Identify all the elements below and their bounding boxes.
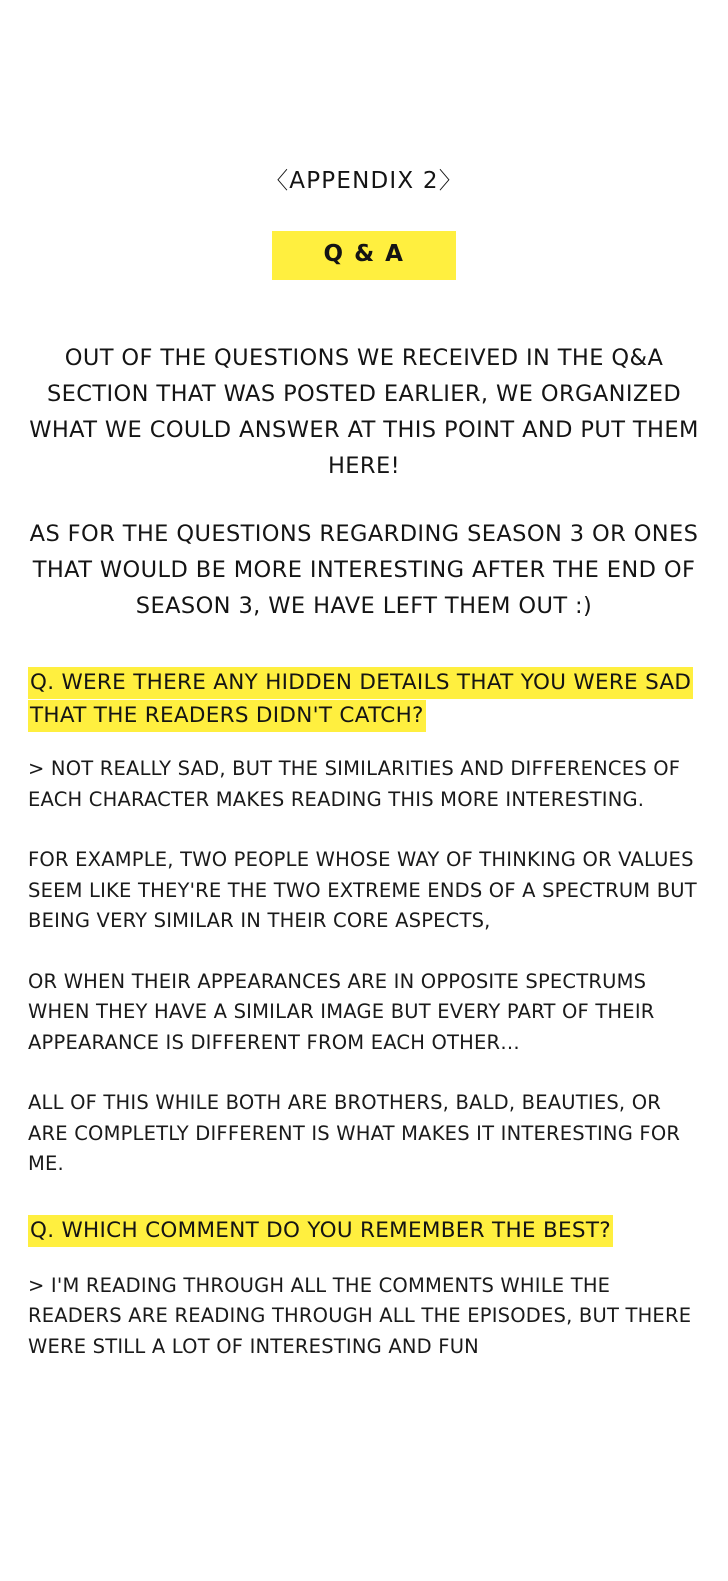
intro-paragraph-2: AS FOR THE QUESTIONS REGARDING SEASON 3 OR ONES THAT WOULD BE MORE INTERESTING AFTER THE END OF SEASON 3, WE HAVE LEFT THEM OUT :) [29,521,699,619]
appendix-label: 〈APPENDIX 2〉 [265,168,463,194]
question-1-text: Q. WERE THERE ANY HIDDEN DETAILS THAT YOU WERE SAD THAT THE READERS DIDN'T CATCH? [28,667,693,732]
question-2-text: Q. WHICH COMMENT DO YOU REMEMBER THE BEST? [28,1215,613,1247]
answer-1-paragraph-3: OR WHEN THEIR APPEARANCES ARE IN OPPOSITE SPECTRUMS WHEN THEY HAVE A SIMILAR IMAGE BUT EVERY PART OF THEIR APPEARANCE IS DIFFERENT FROM EACH OTHER… [28,969,655,1054]
qa-item-1 [0,666,728,1180]
answer-2 [0,1271,728,1363]
answer-1-paragraph-2: FOR EXAMPLE, TWO PEOPLE WHOSE WAY OF THINKING OR VALUES SEEM LIKE THEY'RE THE TWO EXTREME ENDS OF A SPECTRUM BUT BEING VERY SIMILAR IN THEIR CORE ASPECTS, [28,848,697,932]
question-2 [0,1214,728,1247]
intro-text [0,340,728,624]
page-title: Q & A [272,231,457,280]
qa-item-2 [0,1214,728,1363]
answer-1 [0,754,728,1180]
answer-1-paragraph-1: > NOT REALLY SAD, BUT THE SIMILARITIES AND DIFFERENCES OF EACH CHARACTER MAKES READING THIS MORE INTERESTING. [28,757,681,811]
answer-1-paragraph-4: ALL OF THIS WHILE BOTH ARE BROTHERS, BALD, BEAUTIES, OR ARE COMPLETLY DIFFERENT IS WHAT MAKES IT INTERESTING FOR ME. [28,1091,681,1175]
intro-paragraph-1: OUT OF THE QUESTIONS WE RECEIVED IN THE Q&A SECTION THAT WAS POSTED EARLIER, WE ORGANIZED WHAT WE COULD ANSWER AT THIS POINT AND PUT THEM HERE! [29,345,699,479]
answer-2-paragraph-1: > I'M READING THROUGH ALL THE COMMENTS WHILE THE READERS ARE READING THROUGH ALL THE EPISODES, BUT THERE WERE STILL A LOT OF INTERESTING AND FUN [28,1273,692,1358]
document-page [0,162,728,1581]
question-1 [0,666,728,732]
qa-title-container [0,231,728,280]
